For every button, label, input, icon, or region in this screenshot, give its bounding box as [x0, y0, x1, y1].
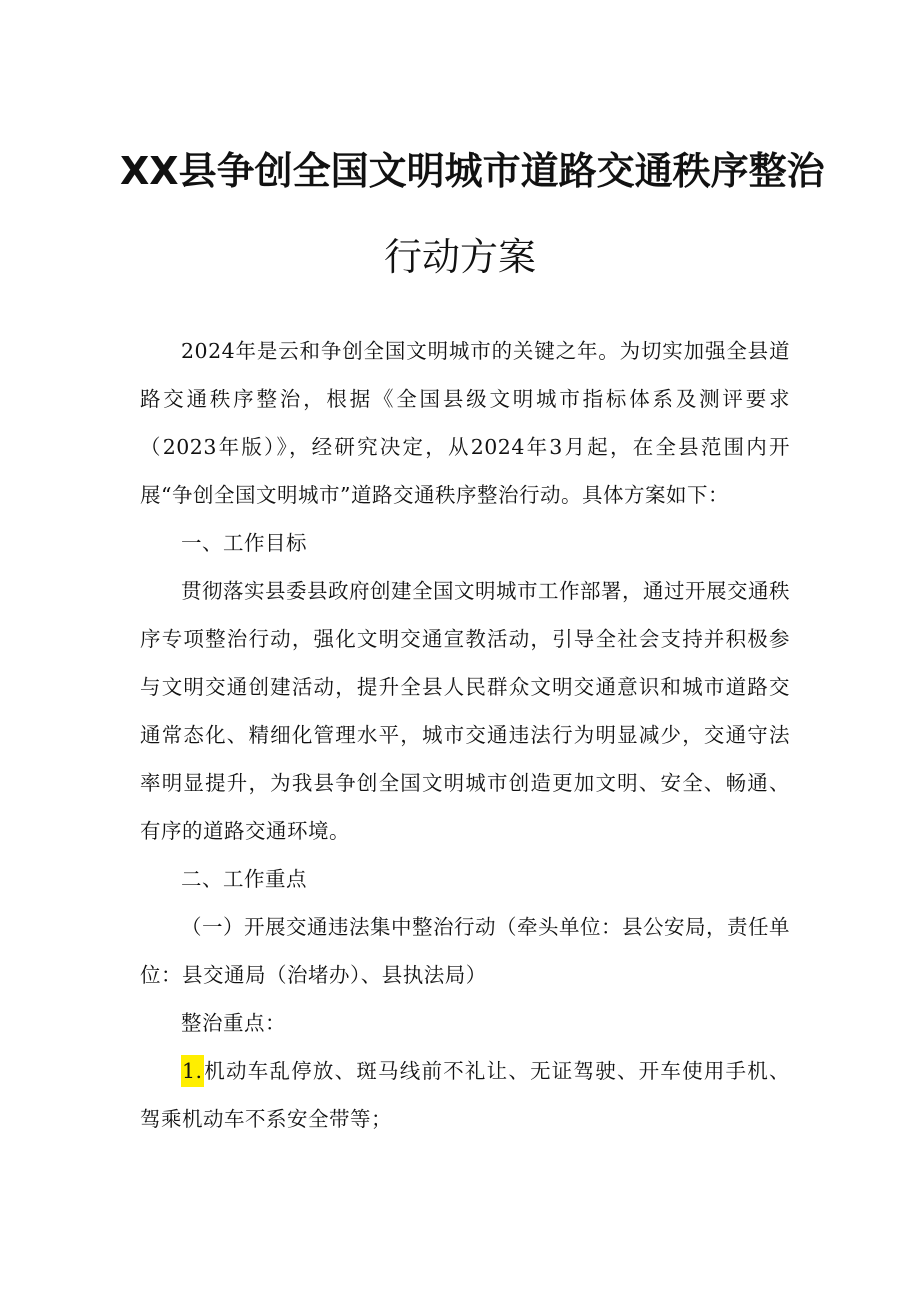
- item1-number-highlight: 1.: [181, 1055, 204, 1087]
- document-title-line2: 行动方案: [383, 235, 536, 279]
- item1-paragraph: [140, 1047, 790, 1143]
- intro-paragraph: 2024年是云和争创全国文明城市的关键之年。为切实加强全县道路交通秩序整治，根据《全国县级文明城市指标体系及测评要求（2023年版）》，经研究决定，从2024年3月起，在全县范围内开展“争创全国文明城市”道路交通秩序整治行动。具体方案如下：: [140, 339, 790, 507]
- section1-heading: 一、工作目标: [181, 531, 307, 555]
- subsection1-paragraph: （一）开展交通违法集中整治行动（牵头单位：县公安局，责任单位：县交通局（治堵办）、县执法局）: [140, 915, 790, 987]
- focus-label: 整治重点：: [181, 1011, 286, 1035]
- section2-heading: 二、工作重点: [181, 867, 307, 891]
- document-body: [140, 327, 790, 1143]
- item1-text: 机动车乱停放、斑马线前不礼让、无证驾驶、开车使用手机、驾乘机动车不系安全带等；: [140, 1059, 790, 1131]
- section1-paragraph: 贯彻落实县委县政府创建全国文明城市工作部署，通过开展交通秩序专项整治行动，强化文明交通宣教活动，引导全社会支持并积极参与文明交通创建活动，提升全县人民群众文明交通意识和城市道路交通常态化、精细化管理水平，城市交通违法行为明显减少，交通守法率明显提升，为我县争创全国文明城市创造更加文明、安全、畅通、有序的道路交通环境。: [140, 579, 790, 843]
- document-title-line1: XX县争创全国文明城市道路交通秩序整治: [120, 149, 825, 193]
